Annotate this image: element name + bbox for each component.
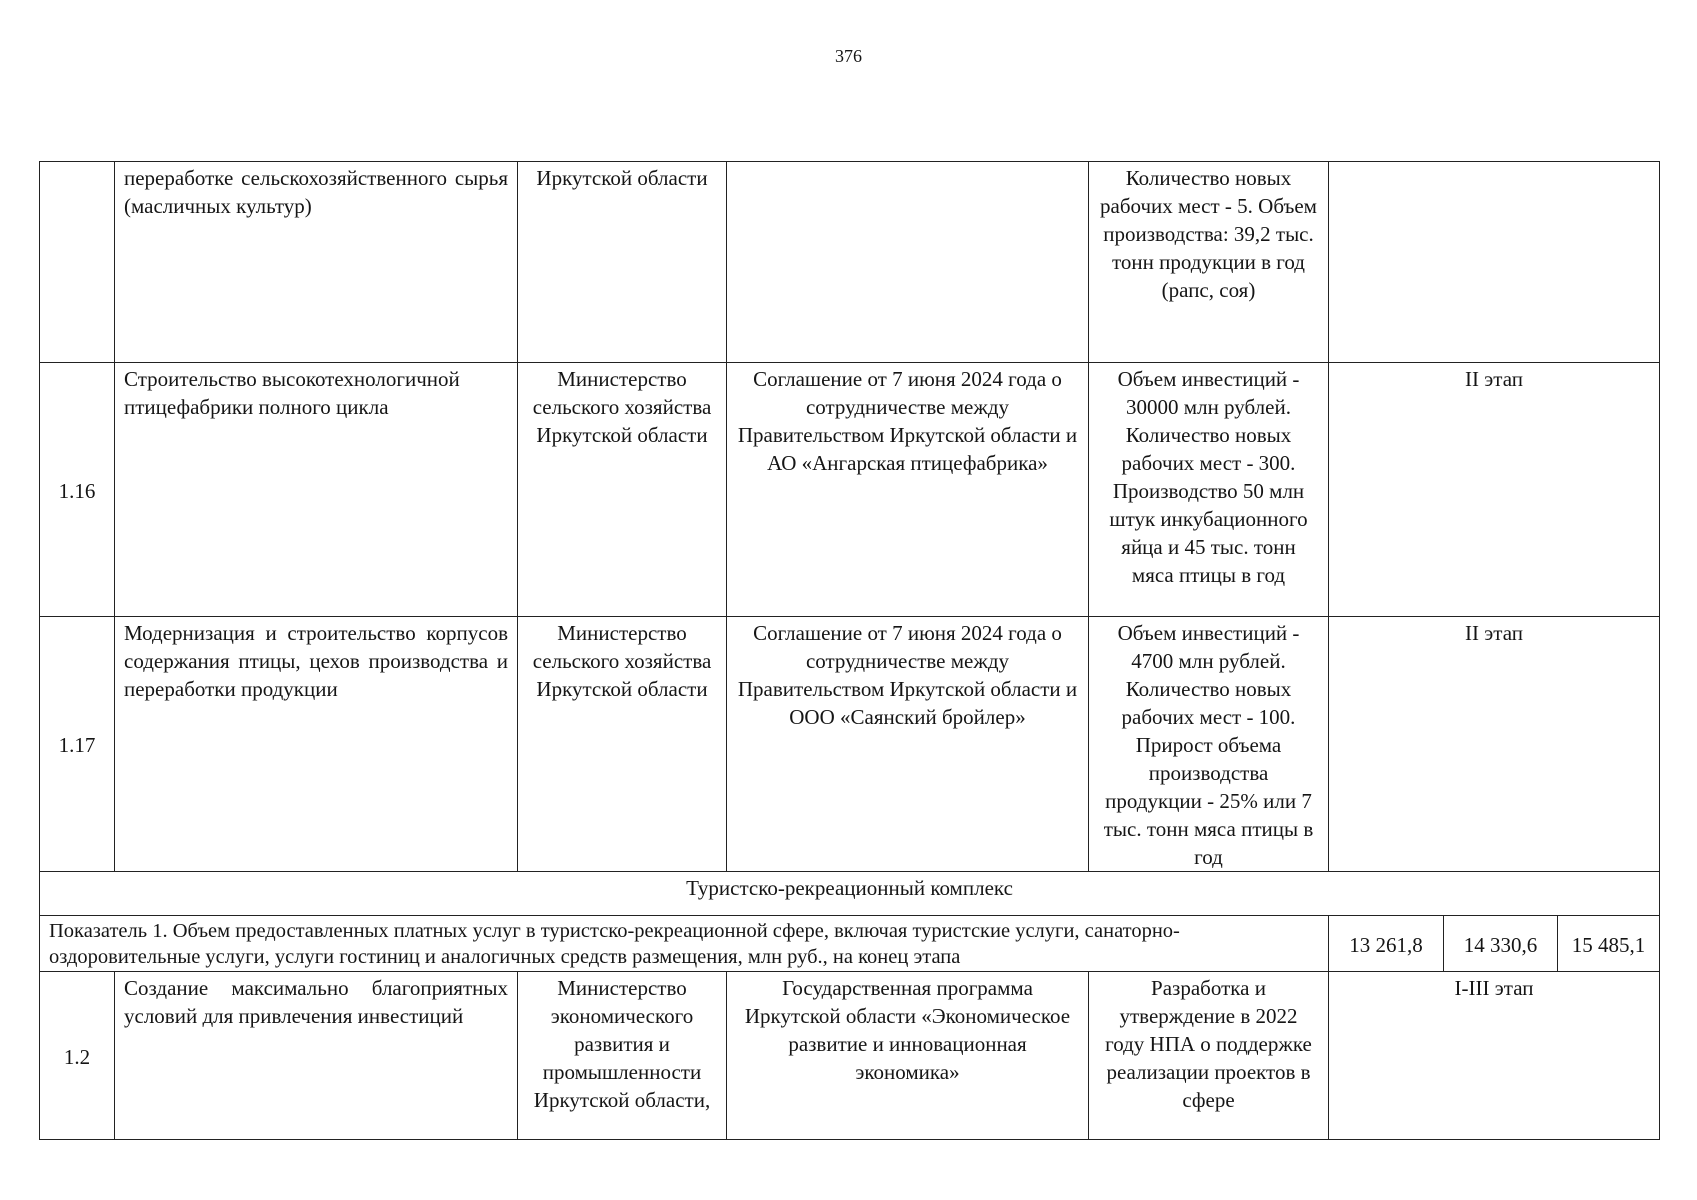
executor-cell: Министерство экономического развития и промышленности Иркутской области, [518,972,727,1140]
result-cell: Объем инвестиций - 4700 млн рублей. Количество новых рабочих мест - 100. Прирост объема производства продукции - 25% или 7 тыс. тонн мяса птицы в год [1089,617,1329,872]
table-row [40,617,1660,872]
stage-cell: I-III этап [1329,972,1660,1140]
measure-name-cell: Модернизация и строительство корпусов содержания птицы, цехов производства и переработки продукции [115,617,518,872]
row-number-cell: 1.17 [40,617,115,872]
table-row [40,363,1660,617]
section-header-row [40,872,1660,916]
table-row [40,162,1660,363]
basis-cell: Государственная программа Иркутской области «Экономическое развитие и инновационная экономика» [727,972,1089,1140]
indicator-value: 14 330,6 [1444,916,1558,972]
indicator-value: 13 261,8 [1329,916,1444,972]
measure-name-cell: Строительство высокотехнологичной птицефабрики полного цикла [115,363,518,617]
measure-name-cell: Создание максимально благоприятных условий для привлечения инвестиций [115,972,518,1140]
document-table [39,161,1660,1140]
row-number-cell [40,162,115,363]
stage-cell: II этап [1329,363,1660,617]
section-title: Туристско-рекреационный комплекс [40,872,1660,916]
indicator-row [40,916,1660,972]
basis-cell [727,162,1089,363]
measure-name-cell: переработке сельскохозяйственного сырья (масличных культур) [115,162,518,363]
indicator-value: 15 485,1 [1558,916,1660,972]
executor-cell: Иркутской области [518,162,727,363]
basis-cell: Соглашение от 7 июня 2024 года о сотрудничестве между Правительством Иркутской области и АО «Ангарская птицефабрика» [727,363,1089,617]
result-cell: Количество новых рабочих мест - 5. Объем производства: 39,2 тыс. тонн продукции в год (рапс, соя) [1089,162,1329,363]
row-number-cell: 1.16 [40,363,115,617]
table-row [40,972,1660,1140]
result-cell: Объем инвестиций - 30000 млн рублей. Количество новых рабочих мест - 300. Производство 50 млн штук инкубационного яйца и 45 тыс. тонн мяса птицы в год [1089,363,1329,617]
page-number: 376 [835,46,862,66]
result-cell: Разработка и утверждение в 2022 году НПА о поддержке реализации проектов в сфере [1089,972,1329,1140]
executor-cell: Министерство сельского хозяйства Иркутской области [518,617,727,872]
executor-cell: Министерство сельского хозяйства Иркутской области [518,363,727,617]
stage-cell: II этап [1329,617,1660,872]
stage-cell [1329,162,1660,363]
indicator-text: Показатель 1. Объем предоставленных платных услуг в туристско-рекреационной сфере, включая туристские услуги, санаторно-оздоровительные услуги, услуги гостиниц и аналогичных средств размещения, млн руб., на конец этапа [40,916,1329,972]
row-number-cell: 1.2 [40,972,115,1140]
basis-cell: Соглашение от 7 июня 2024 года о сотрудничестве между Правительством Иркутской области и ООО «Саянский бройлер» [727,617,1089,872]
